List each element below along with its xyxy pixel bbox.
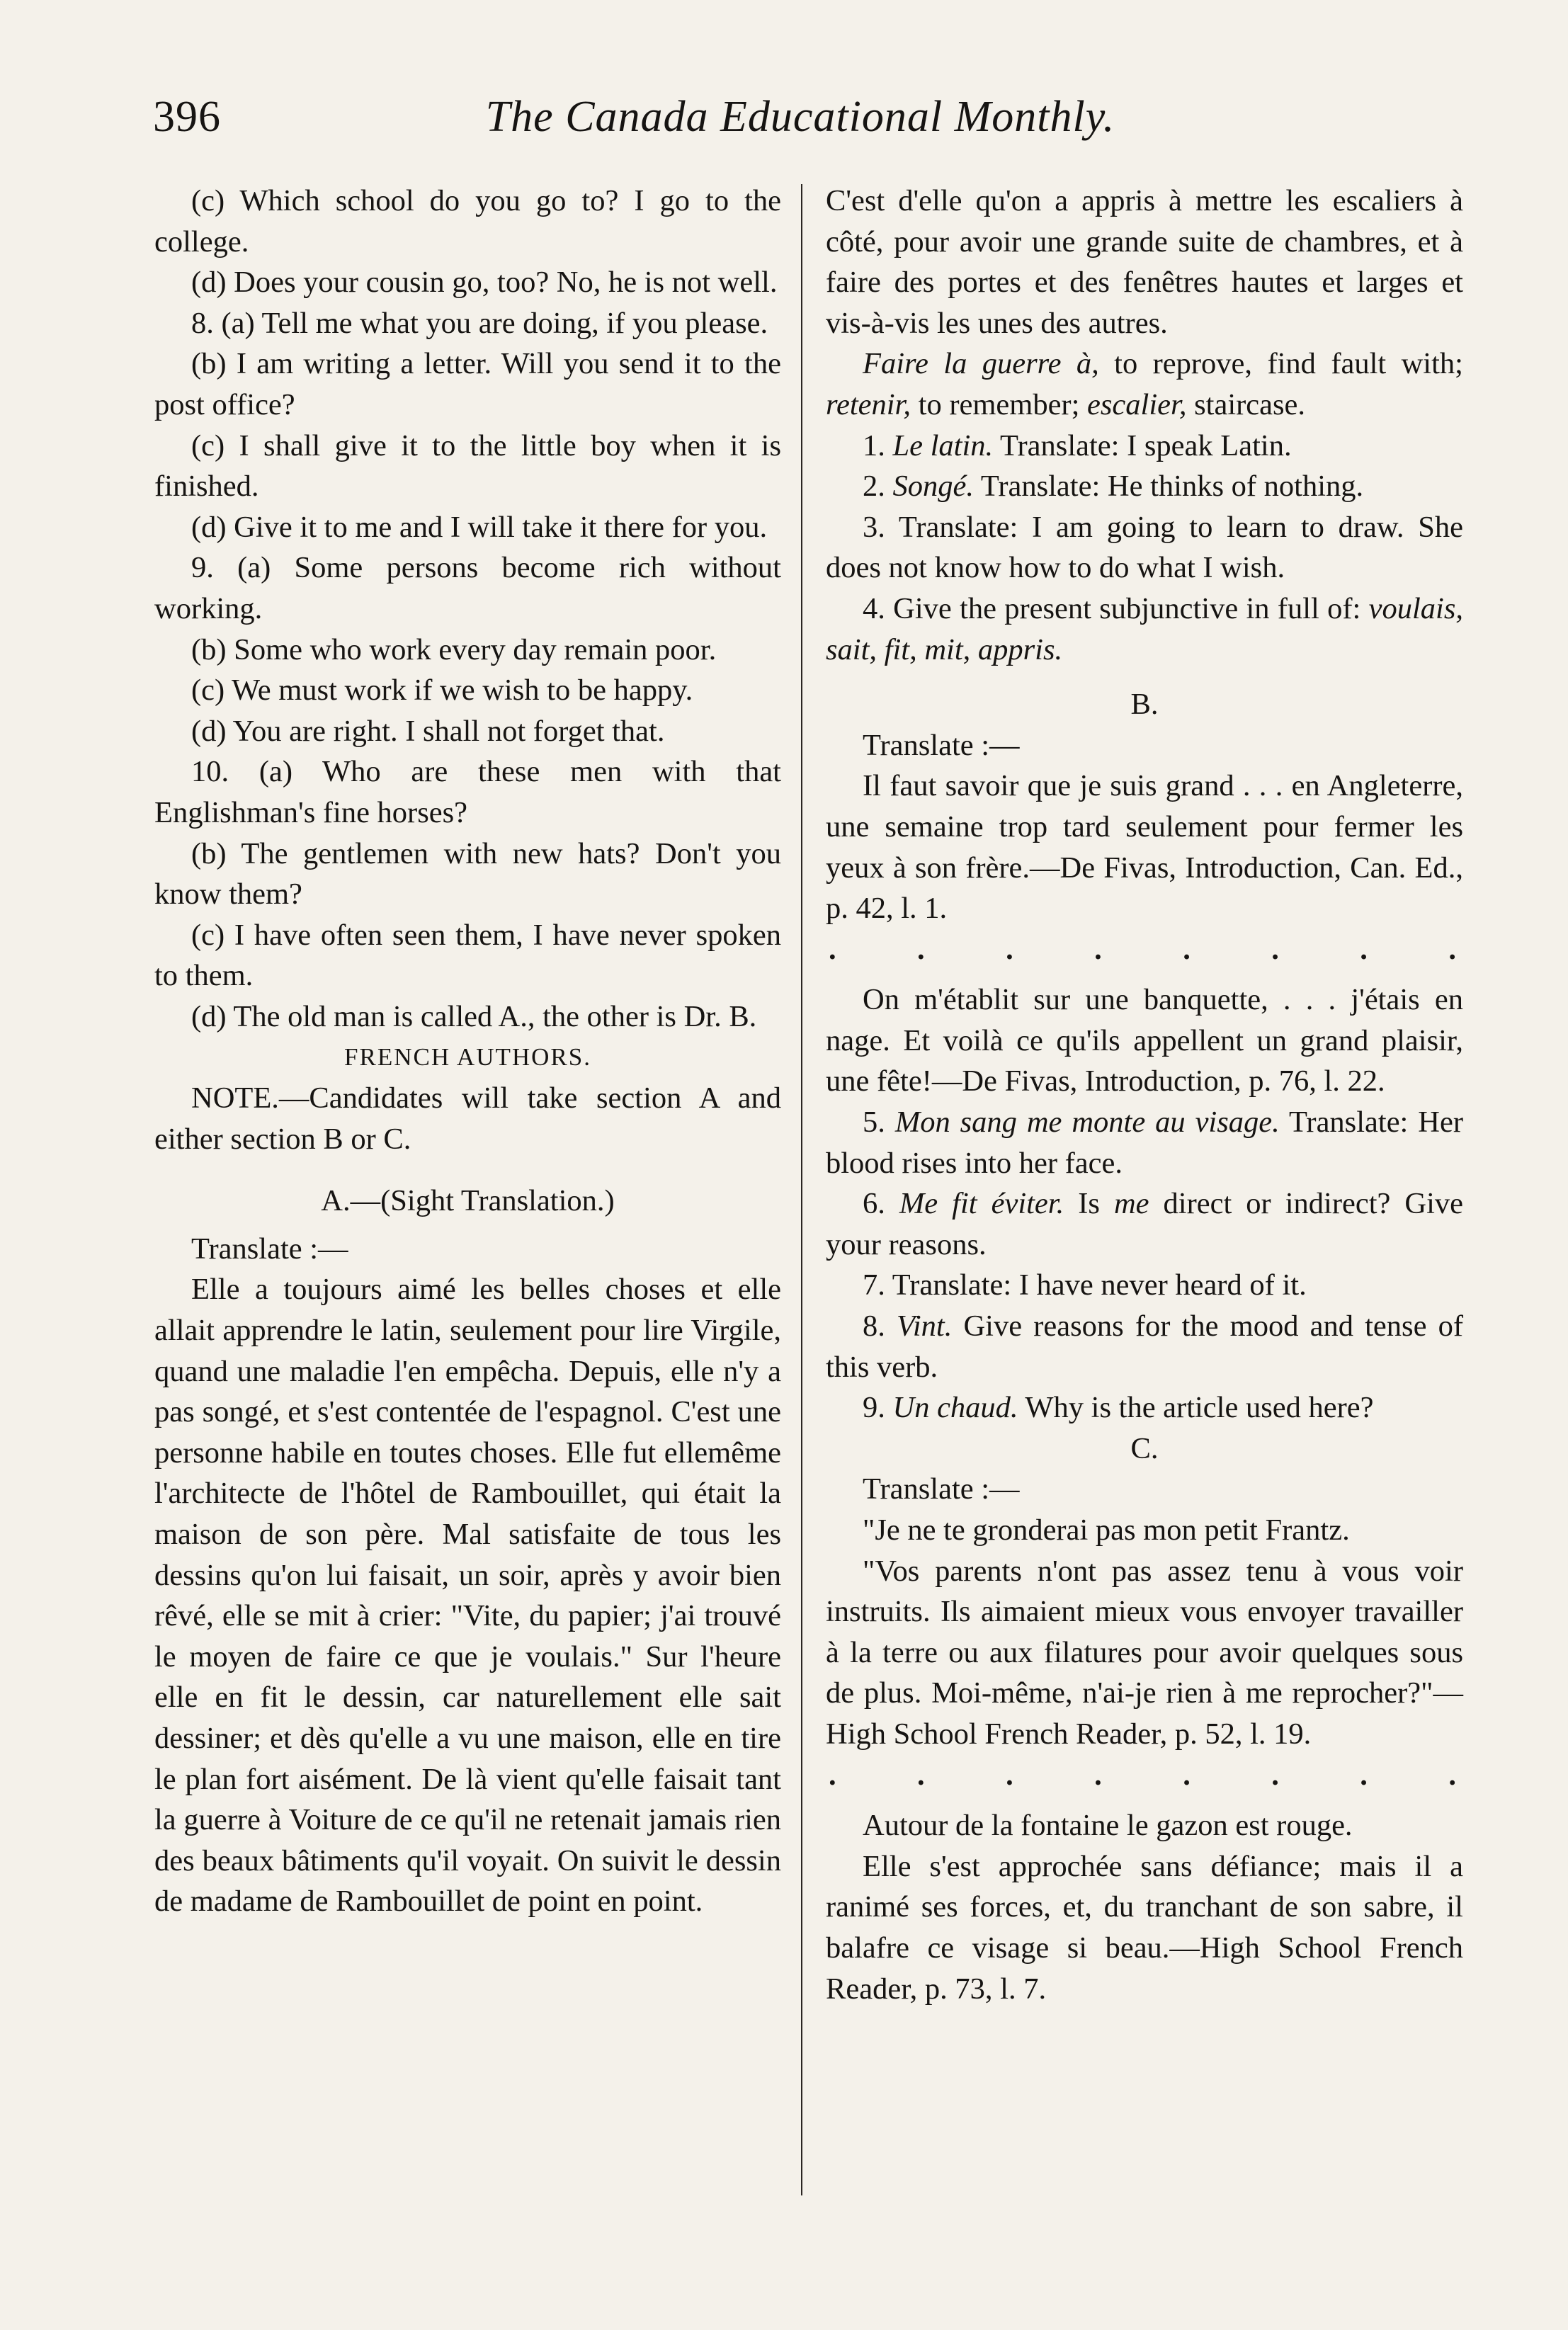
question-5: 5. Mon sang me monte au visage. Translate: Her blood rises into her face. (826, 1106, 1464, 1180)
exercise-line: (d) Does your cousin go, too? No, he is not well. (191, 266, 778, 300)
passage-continuation: C'est d'elle qu'on a appris à mettre les escaliers à côté, pour avoir une grande suite de chambres, et à faire des portes et des fenêtres hautes et larges et vis-à-vis les unes des autres. (826, 184, 1463, 340)
ellipsis-row: . . . . . . . . (829, 932, 1456, 966)
question-9: 9. Un chaud. Why is the article used here? (863, 1391, 1374, 1425)
excerpt: "Vos parents n'ont pas assez tenu à vous voir instruits. Ils aimaient mieux vous envoyer travailler à la terre ou aux filatures pour avoir quelques sous de plus. Moi-même, n'ai-je rien à me reprocher?"—High School French Reader, p. 52, l. 19. (826, 1554, 1463, 1751)
excerpt: Autour de la fontaine le gazon est rouge. (863, 1809, 1353, 1843)
section-a-heading: A.—(Sight Translation.) (321, 1184, 615, 1218)
ellipsis-row: . . . . . . . . (829, 1758, 1456, 1792)
candidates-note: NOTE.—Candidates will take section A and either section B or C. (154, 1081, 781, 1156)
translate-label: Translate :— (863, 1472, 1020, 1506)
question-2: 2. Songé. Translate: He thinks of nothing. (863, 470, 1364, 504)
section-heading: FRENCH AUTHORS. (344, 1043, 591, 1072)
exercise-line: (c) I have often seen them, I have never spoken to them. (154, 918, 781, 993)
exercise-line: (c) We must work if we wish to be happy. (191, 674, 693, 707)
exercise-line: (b) I am writing a letter. Will you send it to the post office? (154, 347, 781, 421)
exercise-line: (b) The gentlemen with new hats? Don't you know them? (154, 836, 781, 911)
question-4: 4. Give the present subjunctive in full of: voulais, sait, fit, mit, appris. (826, 591, 1463, 666)
exercise-line: (c) Which school do you go to? I go to the college. (154, 184, 781, 258)
exercise-line: (d) The old man is called A., the other is Dr. B. (191, 999, 757, 1033)
vocabulary-note: Faire la guerre à, to reprove, find fault with; retenir, to remember; escalier, staircase. (826, 347, 1463, 421)
question-7: 7. Translate: I have never heard of it. (863, 1268, 1307, 1302)
right-column (826, 181, 1463, 2009)
excerpt: "Je ne te gronderai pas mon petit Frantz. (863, 1513, 1350, 1547)
left-column (154, 181, 781, 1922)
question-1: 1. Le latin. Translate: I speak Latin. (863, 428, 1292, 462)
exercise-line: (b) Some who work every day remain poor. (191, 632, 717, 666)
excerpt: Il faut savoir que je suis grand . . . en Angleterre, une semaine trop tard seulement pour fermer les yeux à son frère.—De Fivas, Introduction, Can. Ed., p. 42, l. 1. (826, 769, 1463, 926)
exercise-line: 10. (a) Who are these men with that Englishman's fine horses? (154, 755, 781, 829)
page-number: 396 (153, 93, 221, 141)
excerpt: Elle s'est approchée sans défiance; mais il a ranimé ses forces, et, du tranchant de son sabre, il balafre ce visage si beau.—High School French Reader, p. 73, l. 7. (826, 1849, 1463, 2006)
exercise-line: 9. (a) Some persons become rich without working. (154, 551, 781, 625)
journal-title: The Canada Educational Monthly. (485, 93, 1115, 141)
excerpt: On m'établit sur une banquette, . . . j'étais en nage. Et voilà ce qu'ils appellent un grand plaisir, une fête!—De Fivas, Introduction, p. 76, l. 22. (826, 983, 1463, 1098)
running-header (153, 92, 1448, 156)
section-c-heading: C. (1130, 1431, 1159, 1465)
translate-label: Translate :— (191, 1232, 348, 1266)
column-divider (801, 184, 802, 2195)
question-8: 8. Vint. Give reasons for the mood and tense of this verb. (826, 1309, 1463, 1384)
exercise-line: (d) Give it to me and I will take it there for you. (191, 510, 768, 544)
exercise-line: (c) I shall give it to the little boy when it is finished. (154, 428, 781, 504)
exercise-line: (d) You are right. I shall not forget that. (191, 714, 665, 748)
question-3: 3. Translate: I am going to learn to draw. She does not know how to do what I wish. (826, 510, 1463, 585)
french-passage: Elle a toujours aimé les belles choses et elle allait apprendre le latin, seulement pour lire Virgile, quand une maladie l'en empêcha. Depuis, elle n'y a pas songé, et s'est contentée de l'espagnol. C'est une personne habile en toutes choses. Elle fut ellemême l'architecte de l'hôtel de Rambouillet, qui était la maison de son père. Mal satisfaite de tous les dessins qu'on lui faisait, un soir, après y avoir bien rêvé, elle se mit à crier: "Vite, du papier; j'ai trouvé le moyen de faire ce que je voulais." Sur l'heure elle en fit le dessin, car naturellement elle sait dessiner; et dès qu'elle a vu une maison, elle en tire le plan fort aisément. De là vient qu'elle faisait tant la guerre à Voiture de ce qu'il ne retenait jamais rien des beaux bâtiments qu'il voyait. On suivit le dessin de madame de Rambouillet de point en point. (154, 1273, 781, 1919)
section-b-heading: B. (1130, 688, 1159, 722)
exercise-line: 8. (a) Tell me what you are doing, if you please. (191, 306, 768, 340)
question-6: 6. Me fit éviter. Is me direct or indirect? Give your reasons. (826, 1187, 1464, 1261)
translate-label: Translate :— (863, 728, 1020, 762)
